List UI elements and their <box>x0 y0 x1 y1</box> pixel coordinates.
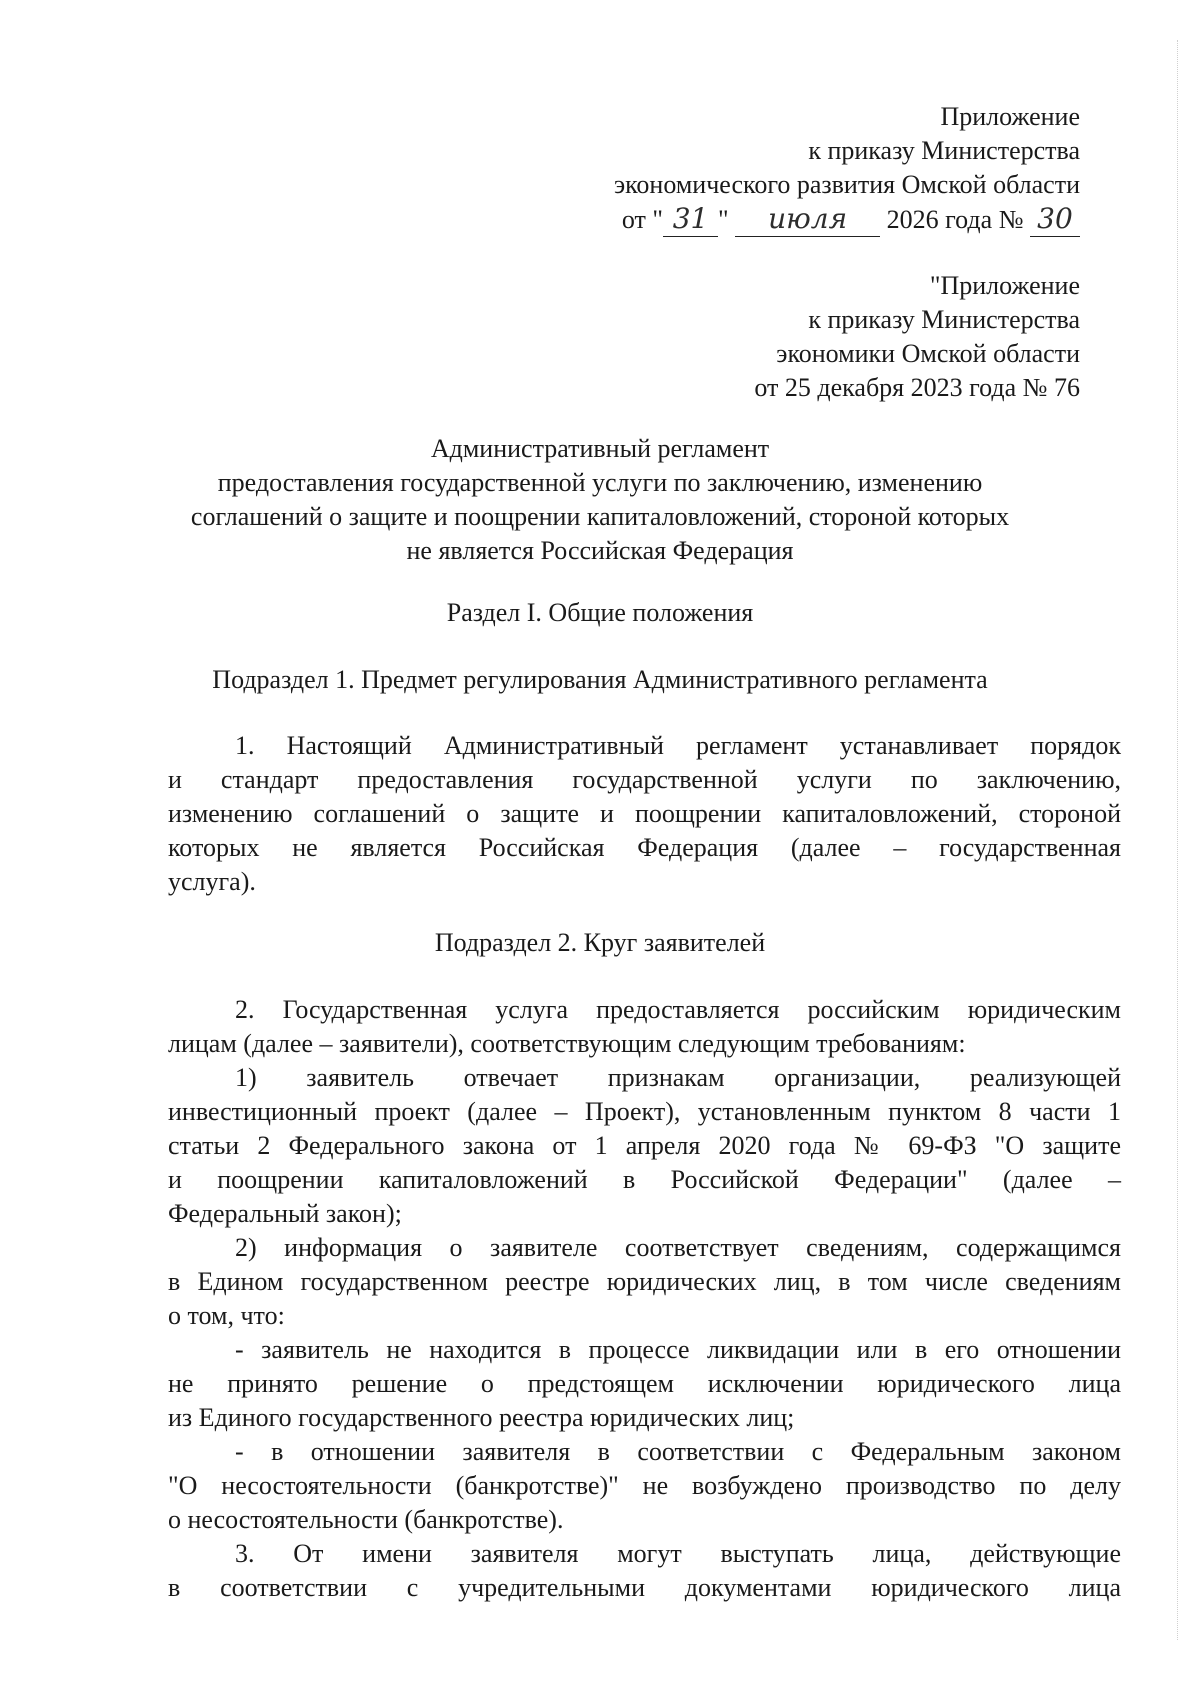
appendix-ministry: экономического развития Омской области <box>613 170 1080 199</box>
appendix-date-line <box>622 202 1080 237</box>
item-2-2-line: о том, что: <box>168 1301 285 1330</box>
bullet-a-line: из Единого государственного реестра юридических лиц; <box>168 1403 795 1432</box>
paragraph-1-line: 1. Настоящий Административный регламент устанавливает порядок <box>235 731 1121 760</box>
handwritten-day: 31 <box>663 202 718 237</box>
title-line-2: предоставления государственной услуги по заключению, изменению <box>217 468 983 497</box>
subsection-1-heading: Подраздел 1. Предмет регулирования Административного регламента <box>212 665 988 694</box>
paragraph-1-line: услуга). <box>168 867 256 896</box>
item-2-1-line: Федеральный закон); <box>168 1199 402 1228</box>
bullet-a-line: не принято решение о предстоящем исключении юридического лица <box>168 1369 1121 1398</box>
item-2-2-line: в Едином государственном реестре юридических лиц, в том числе сведениям <box>168 1267 1121 1296</box>
bullet-b-line: о несостоятельности (банкротстве). <box>168 1505 564 1534</box>
subsection-2-heading: Подраздел 2. Круг заявителей <box>434 928 766 957</box>
paragraph-3-line: в соответствии с учредительными документами юридического лица <box>168 1573 1121 1602</box>
date-prefix: от " <box>621 205 664 234</box>
bullet-b-line: "О несостоятельности (банкротстве)" не возбуждено производство по делу <box>168 1471 1121 1500</box>
appendix-order-ref: к приказу Министерства <box>808 136 1080 165</box>
item-2-1-line: инвестиционный проект (далее – Проект), установленным пунктом 8 части 1 <box>168 1097 1121 1126</box>
scan-edge-artifact <box>1175 40 1178 1640</box>
date-year: 2026 года № <box>886 205 1024 234</box>
paragraph-1-line: изменению соглашений о защите и поощрении капиталовложений, стороной <box>168 799 1121 828</box>
bullet-b-line: - в отношении заявителя в соответствии с Федеральным законом <box>235 1437 1121 1466</box>
section-heading: Раздел I. Общие положения <box>446 598 754 627</box>
appendix-label: Приложение <box>940 102 1080 131</box>
item-2-1-line: статьи 2 Федерального закона от 1 апреля 2020 года № 69-ФЗ "О защите <box>168 1131 1121 1160</box>
item-2-1-line: и поощрении капиталовложений в Российской Федерации" (далее – <box>168 1165 1121 1194</box>
bullet-a-line: - заявитель не находится в процессе ликвидации или в его отношении <box>235 1335 1121 1364</box>
handwritten-month: июля <box>735 202 880 237</box>
paragraph-2-line: лицам (далее – заявители), соответствующим следующим требованиям: <box>168 1029 966 1058</box>
title-line-4: не является Российская Федерация <box>406 536 794 565</box>
paragraph-3-line: 3. От имени заявителя могут выступать лица, действующие <box>235 1539 1121 1568</box>
item-2-1-line: 1) заявитель отвечает признакам организации, реализующей <box>235 1063 1121 1092</box>
handwritten-number: 30 <box>1030 202 1080 237</box>
item-2-2-line: 2) информация о заявителе соответствует сведениям, содержащимся <box>235 1233 1121 1262</box>
prior-appendix-label: "Приложение <box>929 271 1080 300</box>
paragraph-2-line: 2. Государственная услуга предоставляется российским юридическим <box>235 995 1121 1024</box>
prior-date: от 25 декабря 2023 года № 76 <box>754 373 1080 402</box>
date-quote: " <box>718 205 729 234</box>
title-line-3: соглашений о защите и поощрении капиталовложений, стороной которых <box>190 502 1010 531</box>
title-line-1: Административный регламент <box>430 434 770 463</box>
paragraph-1-line: которых не является Российская Федерация (далее – государственная <box>168 833 1121 862</box>
paragraph-1-line: и стандарт предоставления государственной услуги по заключению, <box>168 765 1121 794</box>
prior-ministry: экономики Омской области <box>776 339 1080 368</box>
prior-order-ref: к приказу Министерства <box>808 305 1080 334</box>
